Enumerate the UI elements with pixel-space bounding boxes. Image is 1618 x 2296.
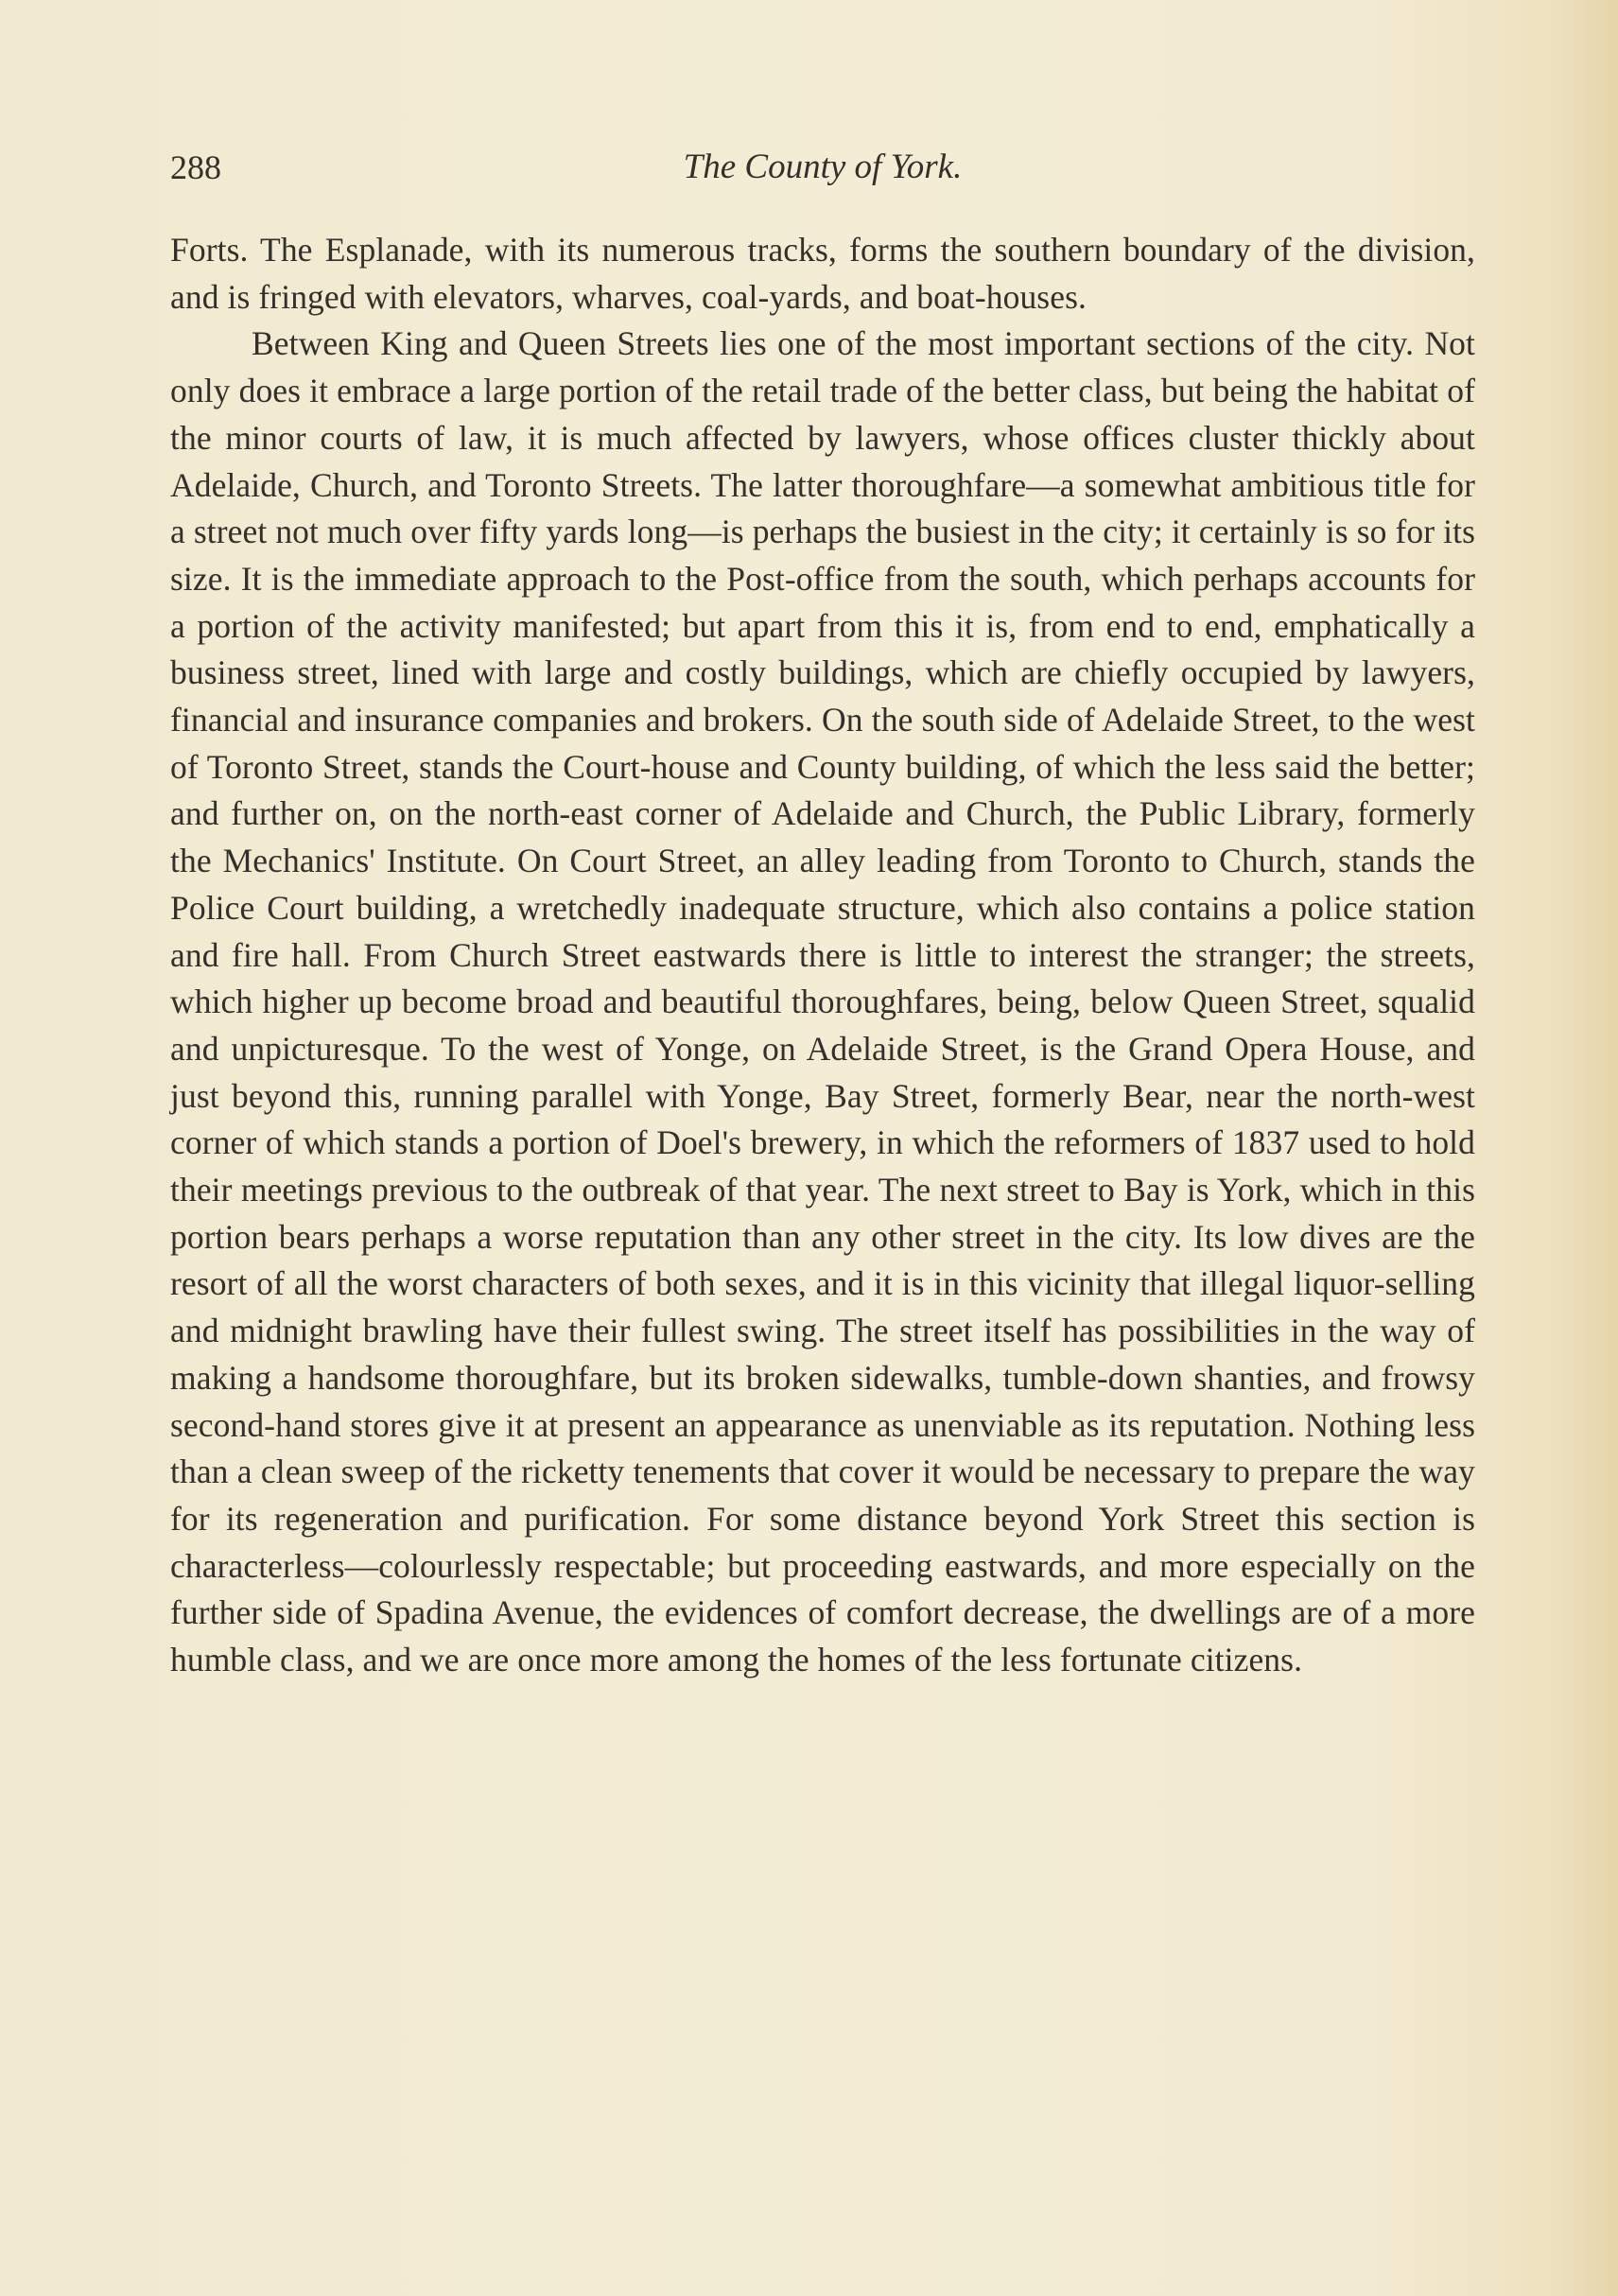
body-text — [170, 227, 1475, 1684]
paragraph: Forts. The Esplanade, with its numerous tracks, forms the southern boundary of the division, and is fringed with elevators, wharves, coal-yards, and boat-houses. — [170, 231, 1475, 316]
running-head: The County of York. — [683, 148, 963, 186]
paragraph: Between King and Queen Streets lies one of the most important sections of the city. Not only does it embrace a large portion of the retail trade of the better class, but being the habitat of the minor courts of law, it is much affected by lawyers, whose offices cluster thickly about Adelaide, Church, and Toronto Streets. The latter thoroughfare—a somewhat ambitious title for a street not much over fifty yards long—is perhaps the busiest in the city; it certainly is so for its size. It is the immediate approach to the Post-office from the south, which perhaps accounts for a portion of the activity manifested; but apart from this it is, from end to end, emphatically a business street, lined with large and costly buildings, which are chiefly occupied by lawyers, financial and insurance companies and brokers. On the south side of Adelaide Street, to the west of Toronto Street, stands the Court-house and County building, of which the less said the better; and further on, on the north-east corner of Adelaide and Church, the Public Library, formerly the Mechanics' Institute. On Court Street, an alley leading from Toronto to Church, stands the Police Court building, a wretchedly inadequate structure, which also contains a police station and fire hall. From Church Street eastwards there is little to interest the stranger; the streets, which higher up become broad and beautiful thoroughfares, being, below Queen Street, squalid and unpicturesque. To the west of Yonge, on Adelaide Street, is the Grand Opera House, and just beyond this, running parallel with Yonge, Bay Street, formerly Bear, near the north-west corner of which stands a portion of Doel's brewery, in which the reformers of 1837 used to hold their meetings previous to the outbreak of that year. The next street to Bay is York, which in this portion bears perhaps a worse reputation than any other street in the city. Its low dives are the resort of all the worst characters of both sexes, and it is in this vicinity that illegal liquor-selling and midnight brawling have their fullest swing. The street itself has possibilities in the way of making a handsome thoroughfare, but its broken sidewalks, tumble-down shanties, and frowsy second-hand stores give it at present an appearance as unenviable as its reputation. Nothing less than a clean sweep of the ricketty tenements that cover it would be necessary to prepare the way for its regeneration and purification. For some distance beyond York Street this section is characterless—colourlessly respectable; but proceeding eastwards, and more especially on the further side of Spadina Avenue, the evidences of comfort decrease, the dwellings are of a more humble class, and we are once more among the homes of the less fortunate citizens. — [170, 324, 1475, 1679]
page-header — [170, 144, 1475, 191]
page-number: 288 — [170, 148, 221, 186]
